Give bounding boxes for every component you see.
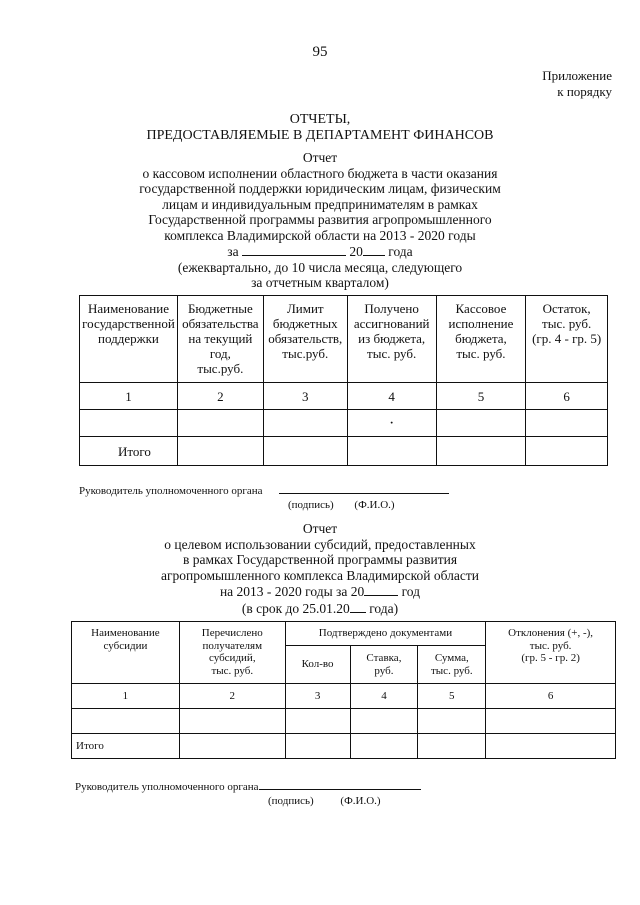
report1-line: Государственной программы развития агропромышленного xyxy=(148,212,492,227)
report2-signature xyxy=(75,781,421,793)
report2-line: в рамках Государственной программы развития xyxy=(182,552,458,567)
table-row xyxy=(80,410,608,437)
column-header: Остаток, тыс. руб. (гр. 4 - гр. 5) xyxy=(526,296,608,383)
table-cell xyxy=(418,734,486,759)
column-number: 2 xyxy=(179,684,285,709)
table-cell xyxy=(347,437,436,466)
table-cell xyxy=(526,410,608,437)
column-header: Наименование субсидии xyxy=(72,622,180,684)
report2-signature-hints xyxy=(268,795,381,807)
year-blank xyxy=(350,600,366,613)
report1-line: о кассовом исполнении областного бюджета в части оказания xyxy=(142,165,498,181)
table-cell xyxy=(263,410,347,437)
report1-period xyxy=(0,243,640,260)
column-subheader: Сумма, тыс. руб. xyxy=(418,646,486,684)
column-header: Лимит бюджетных обязательств, тыс.руб. xyxy=(263,296,347,383)
report1-table xyxy=(79,295,608,466)
report2-table xyxy=(71,621,616,759)
table-cell xyxy=(347,410,436,437)
column-number: 6 xyxy=(526,383,608,410)
report1-line: лицам и индивидуальным предпринимателям в рамках xyxy=(162,196,478,212)
main-title xyxy=(0,112,640,144)
table-cell xyxy=(436,437,526,466)
table-cell xyxy=(486,709,616,734)
report2-line: агропромышленного комплекса Владимирской области xyxy=(160,567,480,583)
report2-period xyxy=(0,583,640,600)
stray-mark: · xyxy=(388,414,395,432)
column-header: Получено ассигнований из бюджета, тыс. руб. xyxy=(347,296,436,383)
total-label: Итого xyxy=(72,734,180,759)
column-header: Кассовое исполнение бюджета, тыс. руб. xyxy=(436,296,526,383)
report1-note-line-1: (ежеквартально, до 10 числа месяца, следующего xyxy=(177,259,463,275)
column-group-header: Подтверждено документами xyxy=(285,622,486,646)
page-number: 95 xyxy=(312,44,328,60)
report1-title xyxy=(0,150,640,291)
appendix-note xyxy=(542,68,612,100)
main-title-line-2: ПРЕДОСТАВЛЯЕМЫЕ В ДЕПАРТАМЕНТ ФИНАНСОВ xyxy=(146,128,494,143)
column-number: 3 xyxy=(285,684,350,709)
report1-signature xyxy=(79,485,449,497)
total-row xyxy=(72,734,616,759)
table-cell xyxy=(350,709,418,734)
column-number-row xyxy=(80,383,608,410)
report2-heading: Отчет xyxy=(302,521,338,536)
table-row xyxy=(72,709,616,734)
report1-line: комплекса Владимирской области на 2013 - 2020 годы xyxy=(164,227,476,243)
table-cell xyxy=(177,410,263,437)
column-number: 2 xyxy=(177,383,263,410)
appendix-line-1: Приложение xyxy=(542,68,612,83)
column-number-row xyxy=(72,684,616,709)
table-cell xyxy=(418,709,486,734)
table-cell xyxy=(526,437,608,466)
signature-label: Руководитель уполномоченного органа xyxy=(75,781,259,793)
column-subheader: Кол-во xyxy=(285,646,350,684)
table-cell xyxy=(179,709,285,734)
period-year: 20 xyxy=(349,244,363,259)
signature-line xyxy=(279,493,449,494)
total-label: Итого xyxy=(80,437,178,466)
column-header: Отклонения (+, -), тыс. руб. (гр. 5 - гр. 2) xyxy=(486,622,616,684)
deadline-suffix: года) xyxy=(369,600,399,616)
report1-signature-hints xyxy=(288,499,395,511)
table-cell xyxy=(285,734,350,759)
column-number: 1 xyxy=(80,383,178,410)
report2-deadline xyxy=(0,600,640,617)
period-text: на 2013 - 2020 годы за 20 xyxy=(219,584,365,599)
table-cell xyxy=(350,734,418,759)
year-blank xyxy=(363,243,385,256)
main-title-line-1: ОТЧЕТЫ, xyxy=(289,112,351,127)
period-suffix: года xyxy=(388,244,413,259)
table-cell xyxy=(177,437,263,466)
fio-hint: (Ф.И.О.) xyxy=(354,499,395,511)
column-number: 6 xyxy=(486,684,616,709)
table-cell xyxy=(179,734,285,759)
signature-hint: (подпись) xyxy=(268,795,314,807)
appendix-line-2: к порядку xyxy=(557,84,612,99)
period-prefix: за xyxy=(227,244,239,259)
column-number: 1 xyxy=(72,684,180,709)
report1-note-line-2: за отчетным кварталом) xyxy=(251,275,389,290)
table-cell xyxy=(486,734,616,759)
column-header: Наименование государственной поддержки xyxy=(80,296,178,383)
signature-line xyxy=(259,789,421,790)
column-number: 5 xyxy=(436,383,526,410)
signature-label: Руководитель уполномоченного органа xyxy=(79,485,263,497)
deadline-text: (в срок до 25.01.20 xyxy=(241,600,350,616)
column-header: Перечислено получателям субсидий, тыс. руб. xyxy=(179,622,285,684)
report1-line: государственной поддержки юридическим лицам, физическим xyxy=(139,181,501,196)
year-blank xyxy=(364,583,398,596)
column-number: 4 xyxy=(350,684,418,709)
column-header: Бюджетные обязательства на текущий год, тыс.руб. xyxy=(177,296,263,383)
period-blank xyxy=(242,243,346,256)
table-cell xyxy=(263,437,347,466)
fio-hint: (Ф.И.О.) xyxy=(340,795,381,807)
total-row xyxy=(80,437,608,466)
table-cell xyxy=(80,410,178,437)
table-cell xyxy=(72,709,180,734)
column-number: 3 xyxy=(263,383,347,410)
report2-title xyxy=(0,521,640,616)
report1-heading: Отчет xyxy=(302,150,338,165)
table-header-row xyxy=(80,296,608,383)
table-cell xyxy=(285,709,350,734)
period-suffix: год xyxy=(401,584,421,599)
column-number: 4 xyxy=(347,383,436,410)
signature-hint: (подпись) xyxy=(288,499,334,511)
column-subheader: Ставка, руб. xyxy=(350,646,418,684)
column-number: 5 xyxy=(418,684,486,709)
table-header-row xyxy=(72,622,616,646)
table-cell xyxy=(436,410,526,437)
report2-line: о целевом использовании субсидий, предоставленных xyxy=(164,536,476,552)
